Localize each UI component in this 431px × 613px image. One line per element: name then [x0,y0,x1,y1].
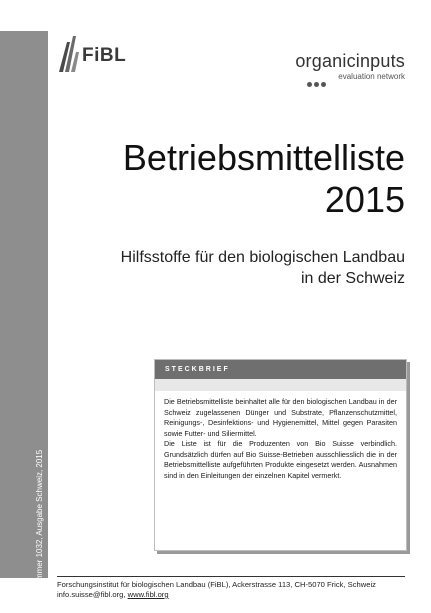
footer-separator: , [123,590,128,599]
footer-address: Forschungsinstitut für biologischen Landbau (FiBL), Ackerstrasse 113, CH-5070 Frick, Schweiz [57,580,376,589]
subtitle-line-1: Hilfsstoffe für den biologischen Landbau [120,249,405,266]
order-number-text: Bestellnummer 1032, Ausgabe Schweiz, 2015 [35,449,44,613]
steckbrief-body [155,391,406,481]
organicinputs-logo: organicinputs [295,51,405,71]
steckbrief-divider [155,379,406,391]
footer-website-link[interactable]: www.fibl.org [127,590,169,599]
footer-contact [57,590,169,599]
document-title: Betriebsmittelliste [122,137,405,178]
organicinputs-tagline: evaluation network [338,72,405,81]
document-year: 2015 [324,179,405,220]
footer-email[interactable]: info.suisse@fibl.org [57,590,124,599]
subtitle-line-2: in der Schweiz [300,270,405,287]
steckbrief-heading: STECKBRIEF [155,360,406,379]
fibl-logo-text: FiBL [82,45,127,66]
steckbrief-box [154,359,407,551]
steckbrief-paragraph-2: Die Liste ist für die Produzenten von Bio Suisse verbindlich. Grundsätzlich dürfen auf Bio Suisse-Betrieben ausschliesslich die in der Betriebsmittelliste aufgeführten Produkte eingesetzt werden. Ausnahmen sind in den Einleitungen der einzelnen Kapitel vermerkt. [164,439,397,480]
steckbrief-paragraph-1: Die Betriebsmittelliste beinhaltet alle für den biologischen Landbau in der Schweiz zugelassenen Dünger und Substrate, Pflanzenschutzmittel, Reinigungs-, Desinfektions- und Hygienemittel, Mittel gegen Parasiten sowie Futter- und Siliermittel. [164,397,397,438]
sidebar-band [0,31,48,613]
organicinputs-dots-icon [307,74,328,80]
footer-divider [57,576,405,577]
